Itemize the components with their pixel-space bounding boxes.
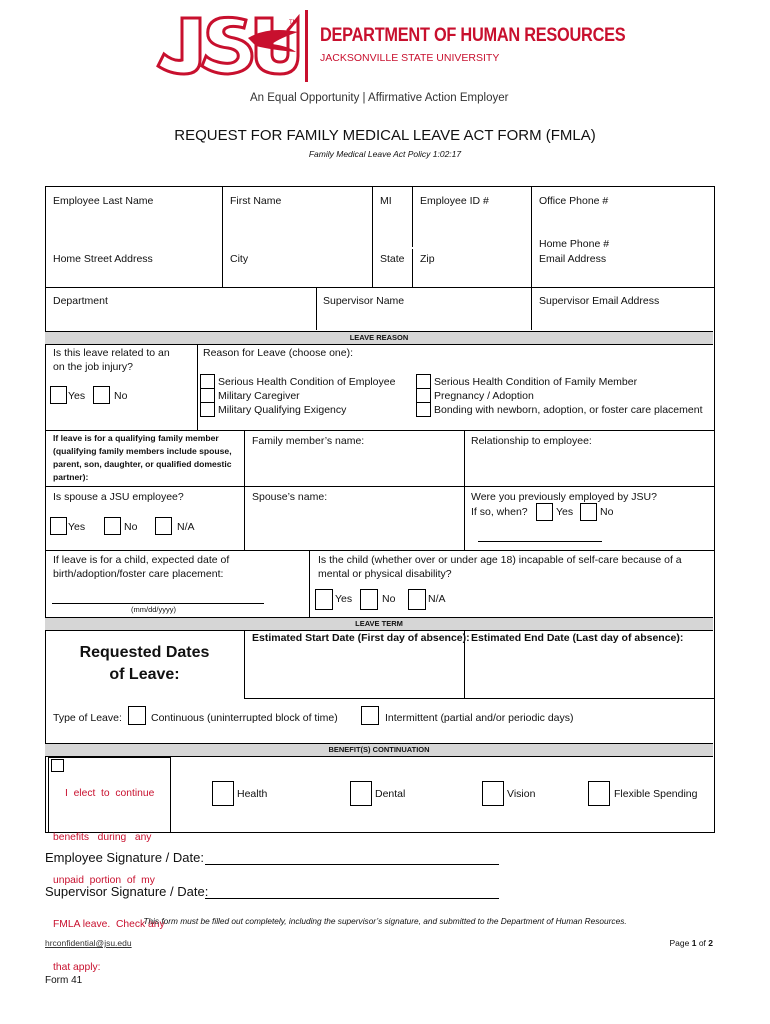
city-field[interactable]: City [230,253,249,265]
flex-spending-label: Flexible Spending [614,788,698,800]
logo-divider [305,10,308,82]
family-note-line: If leave is for a qualifying family member [53,433,219,443]
form-title: REQUEST FOR FAMILY MEDICAL LEAVE ACT FORM (FMLA) [174,127,596,144]
family-note-line: parent, son, daughter, or qualified domestic [53,459,232,469]
family-member-name-field[interactable]: Family member’s name: [252,435,365,447]
prev-no-label: No [600,506,614,518]
child-yes-checkbox[interactable] [315,589,333,610]
state-field[interactable]: State [380,253,405,265]
col-divider [244,631,245,698]
flex-spending-checkbox[interactable] [588,781,610,806]
reason-military-exigency-label: Military Qualifying Exigency [218,404,347,416]
child-no-checkbox[interactable] [360,589,378,610]
office-phone-field[interactable]: Office Phone # [539,195,609,207]
intermittent-label: Intermittent (partial and/or periodic days) [385,712,574,724]
submission-note: This form must be filled out completely, including the supervisor’s signature, and submitted to the Department of Human Resources. [143,916,627,926]
col-divider [412,249,413,287]
injury-no-checkbox[interactable] [93,386,110,404]
elect-text [53,758,165,990]
reason-label: Reason for Leave (choose one): [203,347,354,359]
col-divider [244,431,245,550]
prev-no-checkbox[interactable] [580,503,597,521]
col-divider [372,187,373,287]
mi-field[interactable]: MI [380,195,392,207]
spouse-yes-label: Yes [68,521,86,533]
health-label: Health [237,788,268,800]
hr-email-link[interactable]: hrconfidential@jsu.edu [45,938,132,948]
col-divider [412,187,413,247]
col-divider [309,551,310,617]
eeo-statement: An Equal Opportunity | Affirmative Action Employer [250,92,509,104]
employee-signature-label: Employee Signature / Date: [45,850,204,865]
row-divider [45,430,714,431]
policy-reference: Family Medical Leave Act Policy 1:02:17 [308,149,462,159]
benefits-header: BENEFIT(S) CONTINUATION [45,743,713,757]
prev-employed-date-line[interactable] [478,541,602,542]
col-divider [464,431,465,550]
col-divider [316,288,317,330]
dental-label: Dental [375,788,406,800]
page-indicator [640,938,713,948]
row-divider [244,698,714,699]
injury-no-label: No [114,390,128,402]
first-name-field[interactable]: First Name [230,195,282,207]
row-divider [45,287,714,288]
employee-last-name-field[interactable]: Employee Last Name [53,195,154,207]
vision-label: Vision [507,788,536,800]
elect-text-line: I elect to continue [65,788,155,799]
spouse-no-checkbox[interactable] [104,517,121,535]
child-date-line2: birth/adoption/foster care placement: [53,568,224,580]
child-yes-label: Yes [335,593,353,605]
supervisor-email-field[interactable]: Supervisor Email Address [539,295,660,307]
supervisor-signature-line[interactable] [205,898,499,899]
family-member-note [53,432,232,484]
dept-title: DEPARTMENT OF HUMAN RESOURCES [320,25,626,46]
dental-checkbox[interactable] [350,781,372,806]
reason-family-health-checkbox[interactable] [416,374,431,389]
child-date-input[interactable] [52,603,264,604]
child-na-label: N/A [428,593,446,605]
col-divider [531,288,532,330]
trademark-mark: TM [289,20,298,26]
supervisor-signature-label: Supervisor Signature / Date: [45,884,209,899]
reason-pregnancy-checkbox[interactable] [416,388,431,403]
family-note-line: (qualifying family members include spouse, [53,446,232,456]
prev-employed-question: Were you previously employed by JSU? [471,491,657,503]
form-outer-border [45,186,715,833]
reason-bonding-label: Bonding with newborn, adoption, or foster care placement [434,404,703,416]
spouse-yes-checkbox[interactable] [50,517,67,535]
elect-text-line: that apply: [53,962,101,973]
reason-family-health-label: Serious Health Condition of Family Member [434,376,638,388]
row-divider [45,486,714,487]
requested-dates-line1: Requested Dates [79,644,210,661]
leave-term-header: LEAVE TERM [45,617,713,631]
reason-bonding-checkbox[interactable] [416,402,431,417]
relationship-field[interactable]: Relationship to employee: [471,435,592,447]
department-field[interactable]: Department [53,295,108,307]
email-field[interactable]: Email Address [539,253,607,265]
date-format-hint: (mm/dd/yyyy) [131,605,176,614]
injury-question-line1: Is this leave related to an [53,347,170,359]
elect-text-line: FMLA leave. Check any [53,918,165,930]
child-no-label: No [382,593,396,605]
page-of: of [696,938,709,948]
health-checkbox[interactable] [212,781,234,806]
family-note-line: partner): [53,472,89,482]
spouse-na-checkbox[interactable] [155,517,172,535]
prev-yes-label: Yes [556,506,574,518]
col-divider [222,187,223,287]
employee-id-field[interactable]: Employee ID # [420,195,489,207]
requested-dates-line2: of Leave: [109,666,180,683]
prev-employed-when: If so, when? [471,506,528,518]
supervisor-name-field[interactable]: Supervisor Name [323,295,405,307]
col-divider [197,345,198,430]
home-phone-field[interactable]: Home Phone # [539,238,610,250]
injury-yes-checkbox[interactable] [50,386,67,404]
reason-pregnancy-label: Pregnancy / Adoption [434,390,534,402]
col-divider [531,187,532,287]
row-divider [45,550,714,551]
spouse-question: Is spouse a JSU employee? [53,491,184,503]
employee-signature-line[interactable] [205,864,499,865]
intermittent-checkbox[interactable] [361,706,379,725]
home-address-field[interactable]: Home Street Address [53,253,153,265]
page-total: 2 [708,938,713,948]
zip-field[interactable]: Zip [420,253,435,265]
continuous-checkbox[interactable] [128,706,146,725]
reason-military-caregiver-checkbox[interactable] [200,388,215,403]
end-date-field[interactable]: Estimated End Date (Last day of absence): [471,632,684,644]
continuous-label: Continuous (uninterrupted block of time) [151,712,338,724]
injury-yes-label: Yes [68,390,86,402]
elect-text-line: benefits during any [53,831,152,843]
vision-checkbox[interactable] [482,781,504,806]
start-date-field[interactable]: Estimated Start Date (First day of absence): [252,632,470,644]
child-incapable-line1: Is the child (whether over or under age 18) incapable of self-care because of a [318,554,682,566]
injury-question-line2: on the job injury? [53,361,133,373]
child-incapable-line2: mental or physical disability? [318,568,452,580]
child-date-line1: If leave is for a child, expected date of [53,554,230,566]
requested-dates-heading [45,642,244,686]
spouse-no-label: No [124,521,138,533]
university-name: JACKSONVILLE STATE UNIVERSITY [320,52,500,64]
elect-text-line: unpaid portion of my [53,875,155,886]
page-prefix: Page [669,938,692,948]
leave-reason-header: LEAVE REASON [45,331,713,345]
reason-employee-health-checkbox[interactable] [200,374,215,389]
reason-employee-health-label: Serious Health Condition of Employee [218,376,396,388]
child-na-checkbox[interactable] [408,589,426,610]
page-number: 1 [691,938,697,948]
reason-military-exigency-checkbox[interactable] [200,402,215,417]
reason-military-caregiver-label: Military Caregiver [218,390,300,402]
spouse-na-label: N/A [177,521,195,533]
jsu-logo [148,8,303,80]
form-number: Form 41 [45,975,83,986]
leave-type-label: Type of Leave: [53,712,122,724]
prev-yes-checkbox[interactable] [536,503,553,521]
spouse-name-field[interactable]: Spouse’s name: [252,491,328,503]
